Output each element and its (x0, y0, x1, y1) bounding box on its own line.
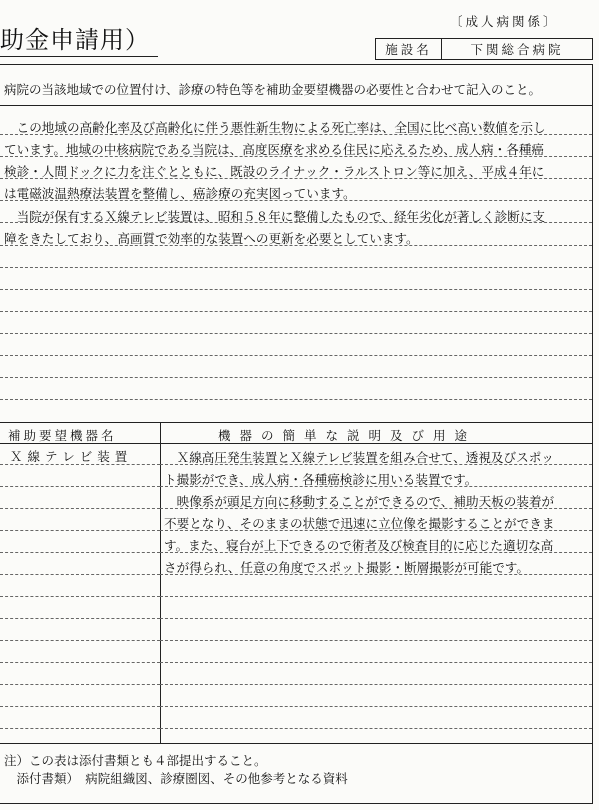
equipment-name-header: 補助要望機器名 (8, 428, 117, 443)
ruled-line (0, 399, 592, 400)
ruled-line (0, 267, 592, 268)
table-rule-right (160, 706, 592, 707)
description-line: 障をきたしており、高画質で効率的な装置への更新を必要としています。 (4, 231, 419, 246)
ruled-line (0, 311, 592, 312)
table-rule-left (0, 728, 160, 729)
explanation-line: Ｘ線高圧発生装置とＸ線テレビ装置を組み合せて、透視及びスポッ (164, 450, 554, 465)
explanation-line: 映像系が頭足方向に移動することができるので、補助天板の装着が (164, 494, 555, 509)
table-rule-right (160, 464, 592, 465)
table-rule-left (0, 464, 160, 465)
ruled-line (0, 200, 592, 201)
table-rule-left (0, 640, 160, 641)
table-rule-left (0, 684, 160, 685)
facility-label: 施設名 (376, 39, 442, 59)
note-line: 添付書類） 病院組織図、診療圏図、その他参考となる資料 (4, 771, 348, 786)
ruled-line (0, 355, 592, 356)
ruled-line (0, 156, 592, 157)
description-line: ています。地域の中核病院である当院は、高度医療を求める住民に応えるため、成人病・各種癌 (4, 142, 545, 157)
table-rule-right (160, 662, 592, 663)
ruled-line (0, 333, 592, 334)
table-rule-left (0, 706, 160, 707)
instruction-divider (0, 105, 593, 106)
explanation-line: す。また、寝台が上下できるので術者及び検査目的に応じた適切な高 (164, 538, 554, 553)
table-rule-right (160, 508, 592, 509)
ruled-line (0, 134, 592, 135)
facility-box (375, 38, 593, 60)
ruled-line (0, 178, 592, 179)
ruled-line (0, 245, 592, 246)
ruled-line (0, 289, 592, 290)
table-rule-left (0, 662, 160, 663)
instruction-text: 病院の当該地域での位置付け、診療の特色等を補助金要望機器の必要性と合わせて記入のこと。 (4, 82, 542, 97)
explanation-line: さが得られ、任意の角度でスポット撮影・断層撮影が可能です。 (164, 560, 529, 575)
table-rule-left (0, 530, 160, 531)
table-rule-right (160, 486, 592, 487)
table-header-divider (0, 443, 593, 444)
note-line: 注）この表は添付書類とも４部提出すること。 (4, 753, 267, 768)
table-rule-right (160, 530, 592, 531)
description-line: 検診・人間ドックに力を注ぐとともに、既設のライナック・ラルストロン等に加え、平成４年に (4, 164, 545, 179)
table-rule-right (160, 574, 592, 575)
table-rule-right (160, 640, 592, 641)
table-rule-left (0, 508, 160, 509)
document-title: 助金申請用） (0, 26, 150, 54)
description-line: この地域の高齢化率及び高齢化に伴う悪性新生物による死亡率は、全国に比べ高い数値を示し (4, 120, 546, 135)
table-rule-right (160, 728, 592, 729)
table-rule-right (160, 596, 592, 597)
table-column-divider (160, 423, 161, 743)
table-rule-left (0, 486, 160, 487)
table-rule-left (0, 552, 160, 553)
table-rule-left (0, 596, 160, 597)
facility-name: 下関総合病院 (470, 42, 564, 57)
table-rule-left (0, 574, 160, 575)
table-rule-right (160, 552, 592, 553)
table-rule-left (0, 618, 160, 619)
table-rule-right (160, 684, 592, 685)
description-line: は電磁波温熱療法装置を整備し、癌診療の充実図っています。 (4, 186, 356, 201)
explanation-line: ト撮影ができ、成人病・各種癌検診に用いる装置です。 (164, 472, 478, 487)
ruled-line (0, 222, 592, 223)
table-rule-right (160, 618, 592, 619)
equipment-explanation-header: 機器の簡単な説明及び用途 (218, 428, 477, 443)
notes-divider (0, 743, 593, 744)
category-label: 〔成人病関係〕 (450, 14, 559, 29)
table-top-border (0, 422, 593, 423)
ruled-line (0, 377, 592, 378)
explanation-line: 不要となり、そのままの状態で迅速に立位像を撮影することができま (164, 516, 555, 531)
description-line: 当院が保有するＸ線テレビ装置は、昭和５８年に整備したもので、経年劣化が著しく診断に支 (4, 209, 546, 224)
equipment-name: Ｘ線テレビ装置 (10, 449, 133, 464)
title-underline (0, 56, 158, 57)
